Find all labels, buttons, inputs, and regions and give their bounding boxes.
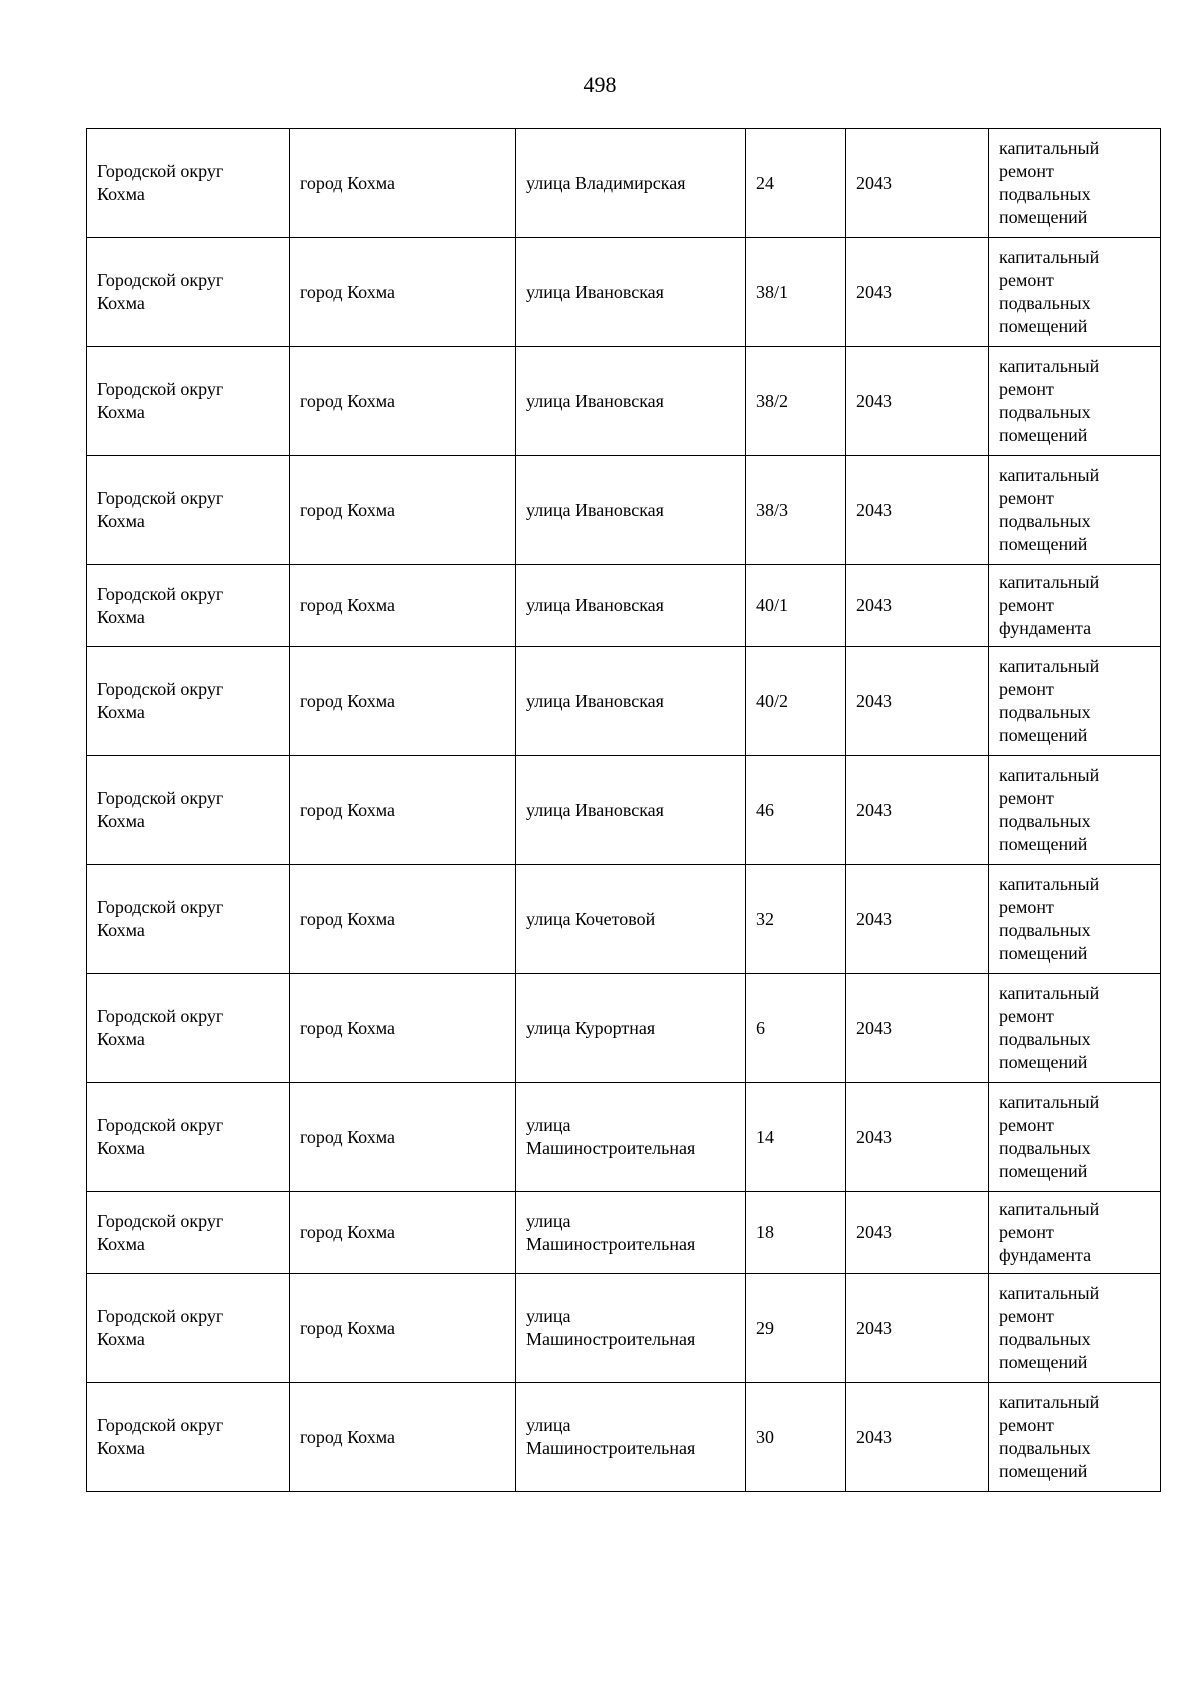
work-type-cell: капитальный ремонт подвальных помещений xyxy=(989,129,1161,238)
table-row xyxy=(87,565,1161,647)
table-row xyxy=(87,865,1161,974)
work-type-cell: капитальный ремонт подвальных помещений xyxy=(989,1274,1161,1383)
house-number-cell: 24 xyxy=(746,129,846,238)
year-cell: 2043 xyxy=(846,756,989,865)
district-cell: Городской округ Кохма xyxy=(87,129,290,238)
work-type-cell: капитальный ремонт подвальных помещений xyxy=(989,238,1161,347)
year-cell: 2043 xyxy=(846,974,989,1083)
table-row xyxy=(87,1192,1161,1274)
street-cell: улица Ивановская xyxy=(516,456,746,565)
house-number-cell: 14 xyxy=(746,1083,846,1192)
settlement-cell: город Кохма xyxy=(290,456,516,565)
street-cell: улица Ивановская xyxy=(516,756,746,865)
settlement-cell: город Кохма xyxy=(290,1383,516,1492)
year-cell: 2043 xyxy=(846,1274,989,1383)
settlement-cell: город Кохма xyxy=(290,974,516,1083)
page-number: 498 xyxy=(583,72,617,97)
table-row xyxy=(87,756,1161,865)
house-number-cell: 38/1 xyxy=(746,238,846,347)
year-cell: 2043 xyxy=(846,1383,989,1492)
year-cell: 2043 xyxy=(846,1192,989,1274)
settlement-cell: город Кохма xyxy=(290,756,516,865)
street-cell: улица Ивановская xyxy=(516,347,746,456)
work-type-cell: капитальный ремонт подвальных помещений xyxy=(989,1383,1161,1492)
house-number-cell: 40/1 xyxy=(746,565,846,647)
house-number-cell: 46 xyxy=(746,756,846,865)
work-type-cell: капитальный ремонт фундамента xyxy=(989,565,1161,647)
district-cell: Городской округ Кохма xyxy=(87,1192,290,1274)
table-row xyxy=(87,647,1161,756)
district-cell: Городской округ Кохма xyxy=(87,865,290,974)
district-cell: Городской округ Кохма xyxy=(87,565,290,647)
street-cell: улица Машиностроительная xyxy=(516,1383,746,1492)
work-type-cell: капитальный ремонт подвальных помещений xyxy=(989,974,1161,1083)
settlement-cell: город Кохма xyxy=(290,347,516,456)
house-number-cell: 18 xyxy=(746,1192,846,1274)
street-cell: улица Машиностроительная xyxy=(516,1083,746,1192)
year-cell: 2043 xyxy=(846,865,989,974)
settlement-cell: город Кохма xyxy=(290,238,516,347)
table-row xyxy=(87,456,1161,565)
house-number-cell: 29 xyxy=(746,1274,846,1383)
settlement-cell: город Кохма xyxy=(290,865,516,974)
street-cell: улица Ивановская xyxy=(516,238,746,347)
district-cell: Городской округ Кохма xyxy=(87,1383,290,1492)
street-cell: улица Курортная xyxy=(516,974,746,1083)
house-number-cell: 38/2 xyxy=(746,347,846,456)
table-row xyxy=(87,1083,1161,1192)
street-cell: улица Машиностроительная xyxy=(516,1192,746,1274)
district-cell: Городской округ Кохма xyxy=(87,974,290,1083)
house-number-cell: 32 xyxy=(746,865,846,974)
table-row xyxy=(87,1274,1161,1383)
year-cell: 2043 xyxy=(846,347,989,456)
year-cell: 2043 xyxy=(846,129,989,238)
work-type-cell: капитальный ремонт подвальных помещений xyxy=(989,647,1161,756)
table-row xyxy=(87,238,1161,347)
house-number-cell: 38/3 xyxy=(746,456,846,565)
district-cell: Городской округ Кохма xyxy=(87,647,290,756)
year-cell: 2043 xyxy=(846,238,989,347)
work-type-cell: капитальный ремонт фундамента xyxy=(989,1192,1161,1274)
table-body xyxy=(87,129,1161,1492)
work-type-cell: капитальный ремонт подвальных помещений xyxy=(989,1083,1161,1192)
work-type-cell: капитальный ремонт подвальных помещений xyxy=(989,456,1161,565)
settlement-cell: город Кохма xyxy=(290,1083,516,1192)
district-cell: Городской округ Кохма xyxy=(87,456,290,565)
table-row xyxy=(87,129,1161,238)
district-cell: Городской округ Кохма xyxy=(87,1083,290,1192)
district-cell: Городской округ Кохма xyxy=(87,756,290,865)
work-type-cell: капитальный ремонт подвальных помещений xyxy=(989,865,1161,974)
district-cell: Городской округ Кохма xyxy=(87,347,290,456)
street-cell: улица Ивановская xyxy=(516,647,746,756)
repair-schedule-table xyxy=(86,128,1161,1492)
settlement-cell: город Кохма xyxy=(290,647,516,756)
street-cell: улица Кочетовой xyxy=(516,865,746,974)
street-cell: улица Владимирская xyxy=(516,129,746,238)
year-cell: 2043 xyxy=(846,456,989,565)
district-cell: Городской округ Кохма xyxy=(87,1274,290,1383)
work-type-cell: капитальный ремонт подвальных помещений xyxy=(989,756,1161,865)
table-row xyxy=(87,1383,1161,1492)
settlement-cell: город Кохма xyxy=(290,565,516,647)
settlement-cell: город Кохма xyxy=(290,129,516,238)
house-number-cell: 40/2 xyxy=(746,647,846,756)
street-cell: улица Машиностроительная xyxy=(516,1274,746,1383)
year-cell: 2043 xyxy=(846,647,989,756)
district-cell: Городской округ Кохма xyxy=(87,238,290,347)
work-type-cell: капитальный ремонт подвальных помещений xyxy=(989,347,1161,456)
settlement-cell: город Кохма xyxy=(290,1192,516,1274)
year-cell: 2043 xyxy=(846,565,989,647)
year-cell: 2043 xyxy=(846,1083,989,1192)
house-number-cell: 30 xyxy=(746,1383,846,1492)
table-row xyxy=(87,347,1161,456)
table-row xyxy=(87,974,1161,1083)
house-number-cell: 6 xyxy=(746,974,846,1083)
street-cell: улица Ивановская xyxy=(516,565,746,647)
settlement-cell: город Кохма xyxy=(290,1274,516,1383)
